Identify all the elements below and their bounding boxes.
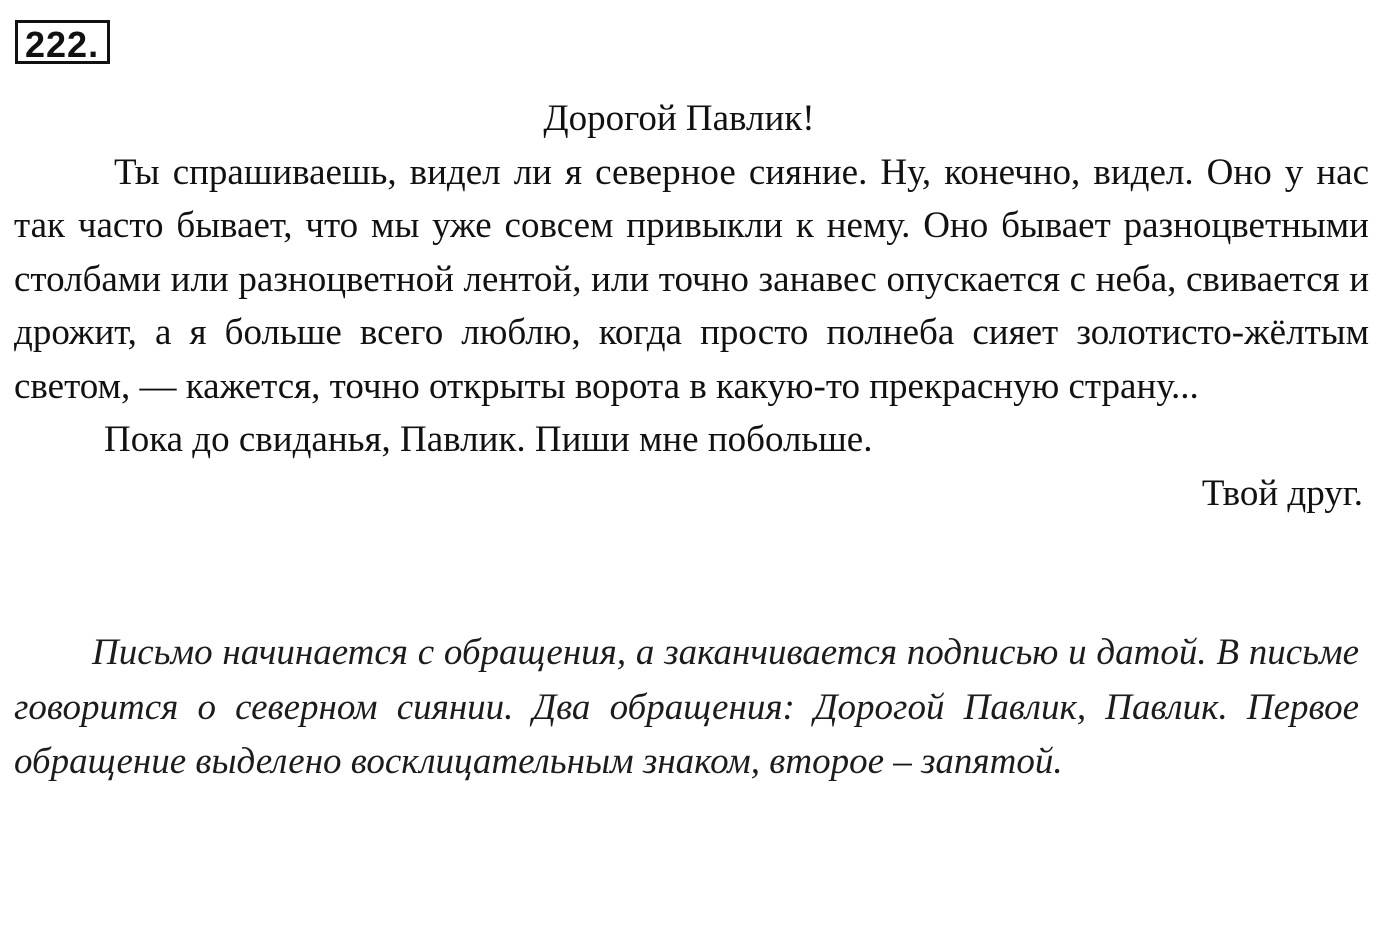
letter-signature: Твой друг. [1201, 472, 1363, 514]
exercise-number-box: 222. [15, 20, 110, 64]
letter-farewell: Пока до свиданья, Павлик. Пиши мне побольше. [104, 419, 873, 460]
letter-greeting: Дорогой Павлик! [543, 98, 815, 139]
letter-body-paragraph: Ты спрашиваешь, видел ли я северное сияние. Ну, конечно, видел. Оно у нас так часто бывает, что мы уже совсем привыкли к нему. Оно бывает разноцветными столбами или разноцветной лентой, или точно занавес опускается с неба, свивается и дрожит, а я больше всего люблю, когда просто полнеба сияет золотисто-жёлтым светом, — кажется, точно открыты ворота в какую-то прекрасную страну... [14, 151, 1369, 407]
analysis-paragraph: Письмо начинается с обращения, а заканчивается подписью и датой. В письме говорится о северном сиянии. Два обращения: Дорогой Павлик, Павлик. Первое обращение выделено восклицательным знаком, второе – запятой. [14, 632, 1359, 782]
letter-text [14, 92, 1369, 520]
